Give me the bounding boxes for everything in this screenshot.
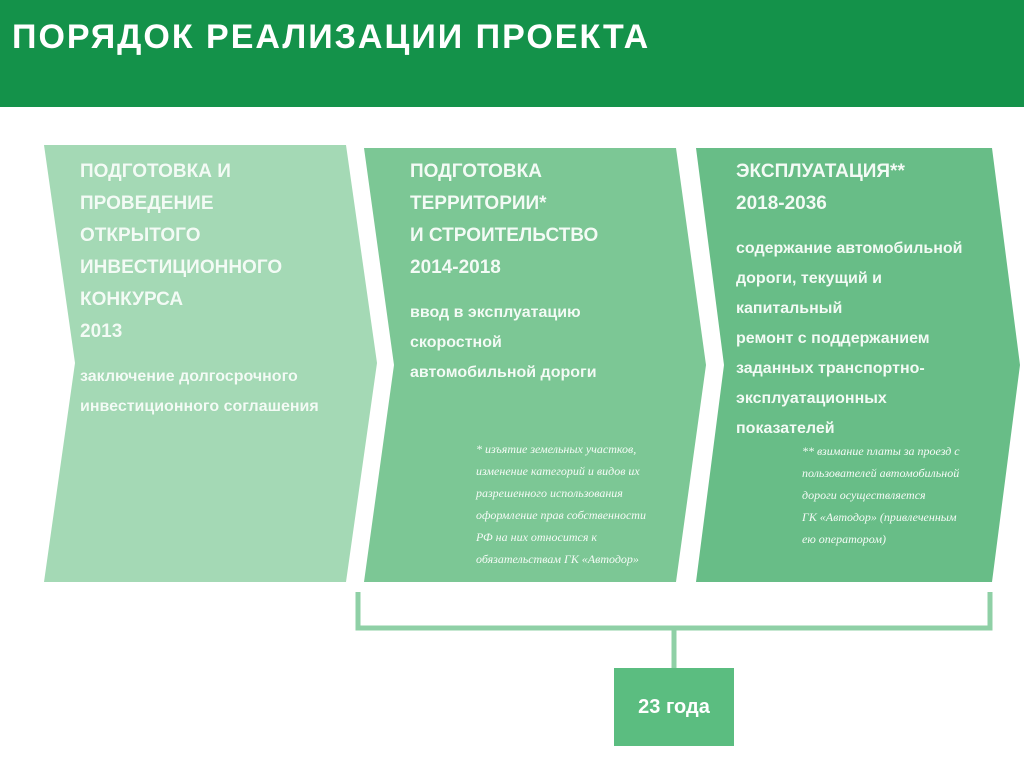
stage-2-footnote-line: обязательствам ГК «Автодор» — [476, 552, 639, 566]
stage-2-content — [410, 156, 670, 388]
duration-box — [614, 668, 734, 746]
stage-3-description-line: содержание автомобильной — [736, 240, 963, 257]
stage-1-description-line: инвестиционного соглашения — [80, 398, 319, 415]
stage-2-title — [410, 156, 670, 252]
stage-3-description-line: ремонт с поддержанием — [736, 330, 930, 347]
stage-1-description-line: заключение долгосрочного — [80, 368, 298, 385]
stage-1-content — [80, 156, 350, 422]
stage-3-description — [736, 234, 986, 444]
stage-3-title-line: ЭКСПЛУАТАЦИЯ** — [736, 161, 905, 182]
stage-3-description-line: эксплуатационных показателей — [736, 390, 887, 437]
stage-2-title-line: ПОДГОТОВКА ТЕРРИТОРИИ* — [410, 161, 547, 214]
stage-2-years: 2014-2018 — [410, 257, 501, 278]
stage-2-footnote — [476, 438, 658, 570]
duration-bracket — [358, 592, 990, 668]
stage-1-title — [80, 156, 350, 316]
stage-2-title-line: И СТРОИТЕЛЬСТВО — [410, 225, 599, 246]
stage-1-title-line: КОНКУРСА — [80, 289, 184, 310]
stage-3-footnote-line: дороги осуществляется — [802, 488, 926, 502]
stage-1-years: 2013 — [80, 321, 123, 342]
stage-3-content — [736, 156, 986, 444]
stage-1-title-line: ОТКРЫТОГО ИНВЕСТИЦИОННОГО — [80, 225, 283, 278]
stage-2-footnote-line: изменение категорий и видов их — [476, 464, 640, 478]
stage-3-footnote-line: ГК «Автодор» (привлеченным — [802, 510, 957, 524]
page-title: ПОРЯДОК РЕАЛИЗАЦИИ ПРОЕКТА — [12, 18, 651, 56]
stage-2-description-line: ввод в эксплуатацию скоростной — [410, 304, 581, 351]
stage-3-footnote-line: ** взимание платы за проезд с — [802, 444, 960, 458]
stage-1-description — [80, 362, 350, 422]
stage-3-footnote-line: ею оператором) — [802, 532, 886, 546]
stage-3-footnote — [802, 440, 978, 550]
stage-3-years: 2018-2036 — [736, 193, 827, 214]
stage-2-footnote-line: оформление прав собственности — [476, 508, 646, 522]
stage-2-footnote-line: разрешенного использования — [476, 486, 623, 500]
stage-2-description — [410, 298, 670, 388]
stage-3-description-line: заданных транспортно- — [736, 360, 925, 377]
stage-2-description-line: автомобильной дороги — [410, 364, 597, 381]
stage-3-description-line: дороги, текущий и капитальный — [736, 270, 882, 317]
stage-2-footnote-line: * изъятие земельных участков, — [476, 442, 637, 456]
stage-3-title — [736, 156, 986, 188]
stage-2-footnote-line: РФ на них относится к — [476, 530, 598, 544]
stage-1-title-line: ПОДГОТОВКА И ПРОВЕДЕНИЕ — [80, 161, 231, 214]
duration-label: 23 года — [638, 696, 710, 718]
stage-3-footnote-line: пользователей автомобильной — [802, 466, 960, 480]
